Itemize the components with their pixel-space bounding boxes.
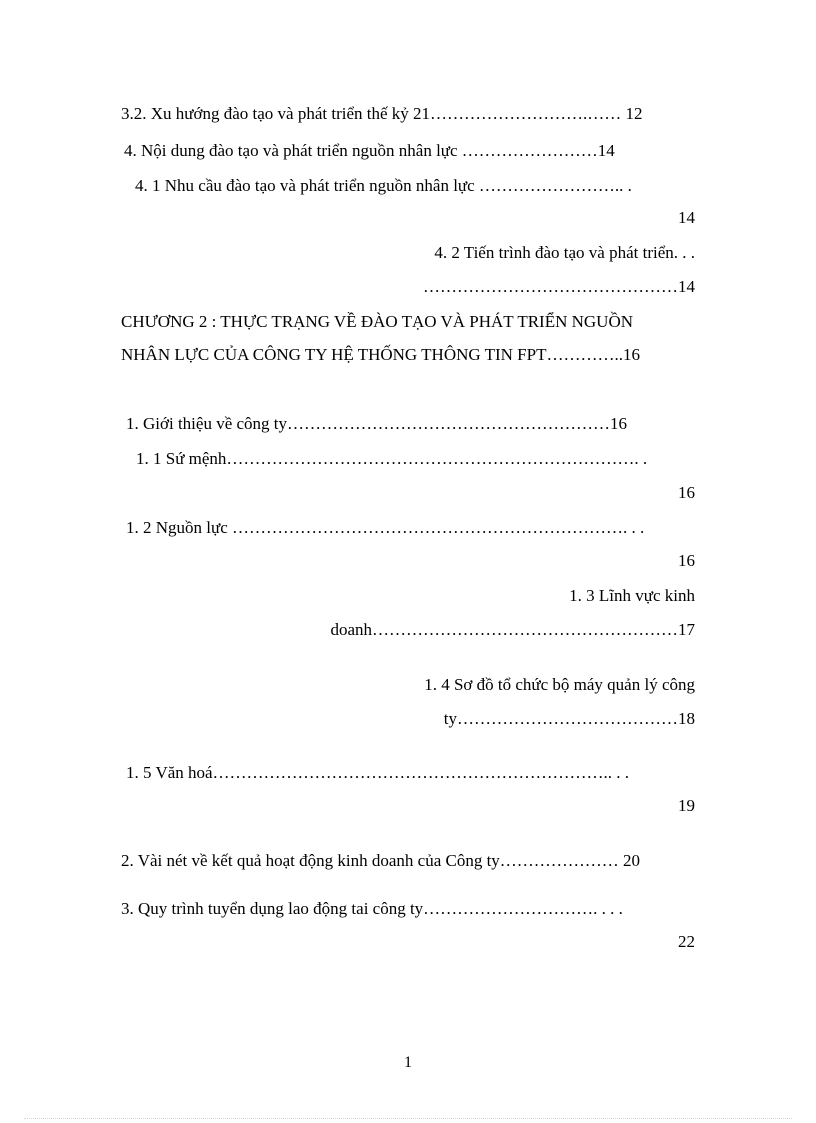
chapter-2-title-line-2: NHÂN LỰC CỦA CÔNG TY HỆ THỐNG THÔNG TIN FPT…………..16 <box>121 345 640 364</box>
toc-entry-4-1: 4. 1 Nhu cầu đào tạo và phát triển nguồn nhân lực …………………….. . <box>135 176 632 195</box>
page-number: 1 <box>404 1054 412 1071</box>
toc-entry-2: 2. Vài nét về kết quả hoạt động kinh doanh của Công ty………………… 20 <box>121 851 641 870</box>
toc-entry-1-2: 1. 2 Nguồn lực ……………………………………………………………. . . <box>126 518 645 537</box>
toc-entry-1: 1. Giới thiệu về công ty…………………………………………………16 <box>126 414 628 433</box>
toc-entry-1-1-page: 16 <box>678 483 695 502</box>
toc-entry-1-4: 1. 4 Sơ đồ tổ chức bộ máy quản lý công <box>424 675 695 694</box>
toc-entry-4-2: 4. 2 Tiến trình đào tạo và phát triển. . . <box>434 243 695 262</box>
toc-entry-1-3: 1. 3 Lĩnh vực kinh <box>569 586 695 605</box>
toc-entry-3-page: 22 <box>678 932 695 951</box>
toc-entry-1-3-continuation: doanh………………………………………………17 <box>330 620 695 639</box>
toc-entry-3-2: 3.2. Xu hướng đào tạo và phát triển thế kỷ 21……………………….…… 12 <box>121 104 643 123</box>
toc-entry-3: 3. Quy trình tuyển dụng lao động tai công ty…………………………. . . . <box>121 899 623 918</box>
toc-entry-1-1: 1. 1 Sứ mệnh………………………………………………………………. . <box>136 449 648 468</box>
toc-entry-1-5-page: 19 <box>678 796 695 815</box>
toc-entry-1-5: 1. 5 Văn hoá…………………………………………………………….. . . <box>126 763 630 782</box>
page-bottom-border <box>24 1118 792 1119</box>
toc-entry-1-2-page: 16 <box>678 551 695 570</box>
toc-entry-4-2-page: ………………………………………14 <box>423 277 695 296</box>
toc-entry-4: 4. Nội dung đào tạo và phát triển nguồn nhân lực ……………………14 <box>124 141 615 160</box>
toc-entry-4-1-page: 14 <box>678 208 695 227</box>
chapter-2-title-line-1: CHƯƠNG 2 : THỰC TRẠNG VỀ ĐÀO TẠO VÀ PHÁT TRIỂN NGUỒN <box>121 312 634 331</box>
toc-entry-1-4-continuation: ty…………………………………18 <box>443 709 695 728</box>
